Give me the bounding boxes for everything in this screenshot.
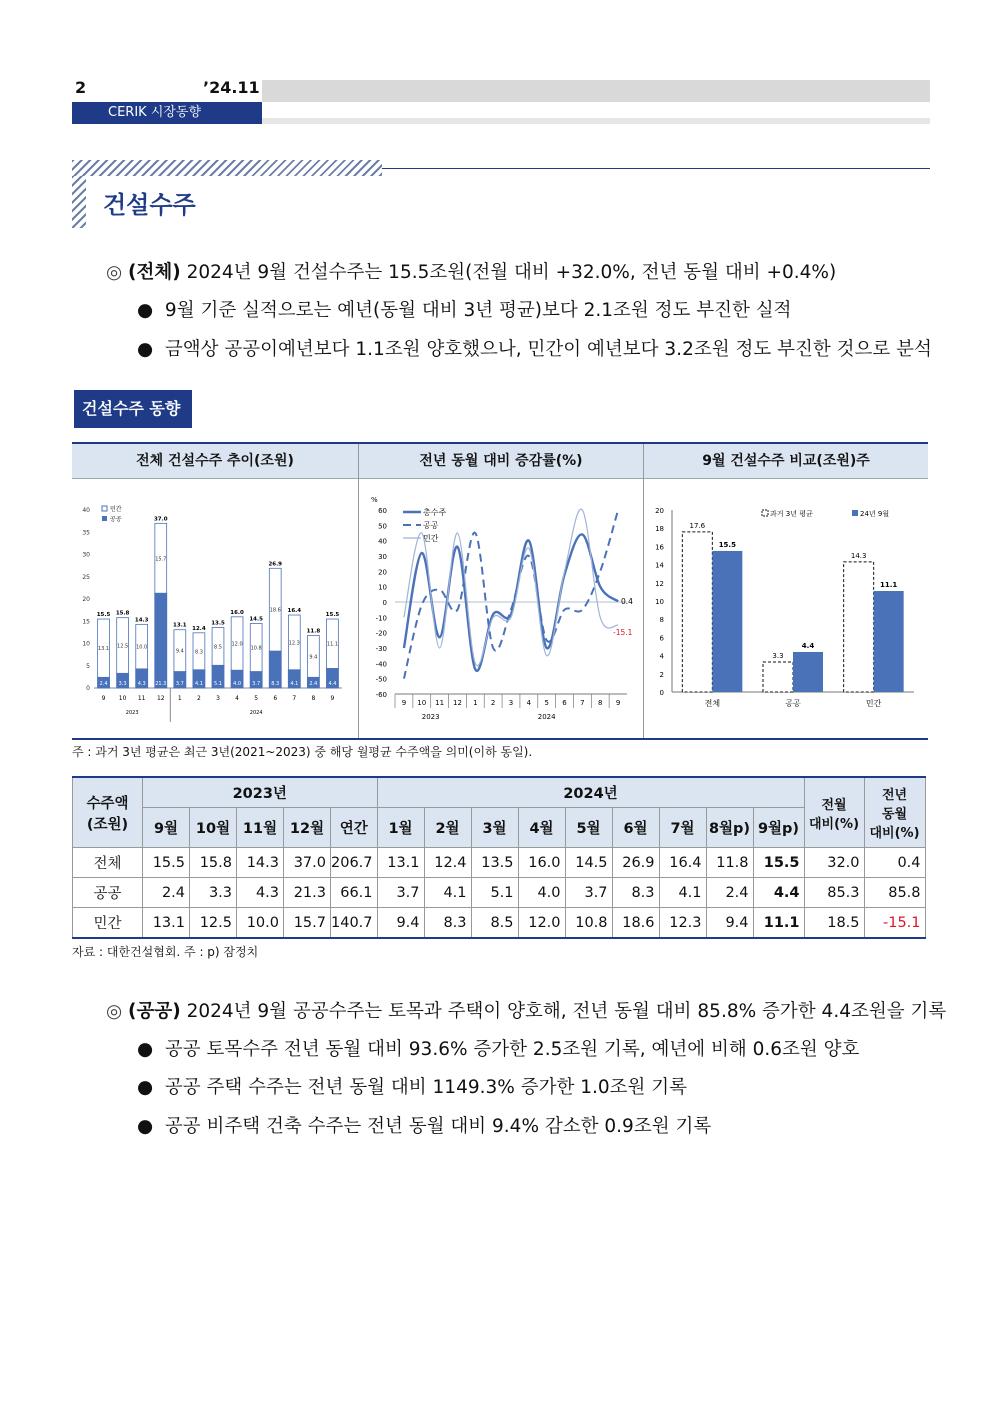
table-cell: 12.5 xyxy=(190,908,237,939)
x-tick-label: 민간 xyxy=(865,699,882,708)
table-cell: 85.3 xyxy=(804,878,864,908)
col-header: 4월 xyxy=(518,808,565,848)
bullet-text: 공공 토목수주 전년 동월 대비 93.6% 증가한 2.5조원 기록, 예년에 비해 0.6조원 양호 xyxy=(164,1039,860,1060)
y-tick-label: 18 xyxy=(655,525,664,534)
col-header: 11월 xyxy=(237,808,284,848)
y-tick-label: 0 xyxy=(382,599,387,607)
bullet-dot-icon: ● xyxy=(137,300,154,321)
x-tick-label: 11 xyxy=(137,695,146,702)
para2-lead: (공공) xyxy=(128,1001,181,1022)
table-row xyxy=(73,908,926,939)
table-cell: 3.7 xyxy=(377,878,424,908)
table-cell: 13.5 xyxy=(471,848,518,878)
table-cell: 13.1 xyxy=(143,908,190,939)
public-label: 2.4 xyxy=(309,681,318,687)
private-label: 12.3 xyxy=(288,640,300,647)
avg-value-label: 3.3 xyxy=(772,651,784,660)
public-label: 8.3 xyxy=(271,681,280,687)
public-label: 3.3 xyxy=(118,681,127,687)
total-label: 14.3 xyxy=(134,617,149,624)
total-label: 14.5 xyxy=(249,616,263,623)
y-tick-label: -30 xyxy=(375,645,387,653)
x-tick-label: 3 xyxy=(508,699,514,707)
avg-value-label: 14.3 xyxy=(850,551,867,560)
bullet-dot-icon: ● xyxy=(137,1116,154,1137)
year-label: 2023 xyxy=(421,713,440,721)
x-tick-label: 공공 xyxy=(785,699,801,708)
series-line-private xyxy=(404,509,618,666)
total-label: 15.5 xyxy=(325,612,340,619)
legend-swatch-sep xyxy=(852,510,858,516)
x-tick-label: 1 xyxy=(177,695,182,702)
table-cell: 37.0 xyxy=(284,848,331,878)
y-tick-label: 0 xyxy=(659,689,664,697)
col-header: 2월 xyxy=(424,808,471,848)
x-tick-label: 4 xyxy=(235,695,239,702)
y-tick-label: 20 xyxy=(655,507,664,515)
chart3-svg xyxy=(644,480,928,736)
x-tick-label: 2 xyxy=(197,695,201,702)
bar-public xyxy=(155,593,167,688)
y-tick-label: 5 xyxy=(86,662,90,670)
x-tick-label: 6 xyxy=(562,699,567,707)
row-label: 전체 xyxy=(73,848,143,878)
total-label: 15.8 xyxy=(115,610,130,617)
x-tick-label: 2 xyxy=(490,699,496,707)
y-tick-label: -20 xyxy=(375,629,387,638)
x-tick-label: 10 xyxy=(118,695,127,702)
para2-bullet-3 xyxy=(137,1112,711,1138)
private-label: 12.5 xyxy=(117,643,129,650)
chart1-svg xyxy=(72,480,358,736)
y-tick-label: 8 xyxy=(659,616,664,625)
total-label: 16.4 xyxy=(287,608,302,615)
private-label: 9.4 xyxy=(175,648,184,655)
public-label: 4.3 xyxy=(137,681,146,687)
para2-heading xyxy=(106,997,946,1023)
table-cell: 21.3 xyxy=(284,878,331,908)
table-cell: 4.4 xyxy=(753,878,804,908)
table-cell: 12.4 xyxy=(424,848,471,878)
y-tick-label: 60 xyxy=(378,507,387,515)
table-cell: 15.5 xyxy=(143,848,190,878)
table-cell: 15.5 xyxy=(753,848,804,878)
x-tick-label: 7 xyxy=(292,695,297,702)
legend-label: 24년 9월 xyxy=(860,510,890,518)
bullet-dot-icon: ● xyxy=(137,339,154,360)
public-label: 4.1 xyxy=(194,681,203,687)
legend-label: 과거 3년 평균 xyxy=(770,510,813,518)
box-label: 건설수주 동향 xyxy=(74,390,192,428)
table-cell: 3.7 xyxy=(565,878,612,908)
table-cell: 15.8 xyxy=(190,848,237,878)
y-tick-label: 30 xyxy=(378,553,387,561)
double-circle-icon: ◎ xyxy=(106,1001,123,1022)
table-corner: 수주액 (조원) xyxy=(73,777,143,848)
table-cell: 4.1 xyxy=(424,878,471,908)
public-label: 5.1 xyxy=(214,681,222,687)
section-rule xyxy=(382,168,930,169)
col-header: 8월p) xyxy=(706,808,753,848)
public-label: 4.4 xyxy=(328,681,337,687)
public-label: 3.7 xyxy=(175,681,184,687)
issue-date: ’24.11 xyxy=(203,78,260,97)
page-number: 2 xyxy=(75,78,87,97)
para1-bullet-1 xyxy=(137,296,792,322)
y-tick-label: -40 xyxy=(375,660,387,669)
x-tick-label: 9 xyxy=(330,695,335,702)
total-label: 13.5 xyxy=(211,620,225,627)
y-tick-label: 25 xyxy=(82,573,90,581)
chart-note: 주 : 과거 3년 평균은 최근 3년(2021~2023) 중 해당 월평균 수주액을 의미(이하 동일). xyxy=(72,745,533,759)
table-row xyxy=(73,848,926,878)
section-decoration xyxy=(72,160,382,176)
sep-value-label: 15.5 xyxy=(718,540,736,549)
sep-value-label: 11.1 xyxy=(880,580,898,589)
total-label: 26.9 xyxy=(268,561,283,568)
public-label: 3.7 xyxy=(252,681,261,687)
bar-3yr-avg xyxy=(682,532,712,692)
table-cell: 3.3 xyxy=(190,878,237,908)
bullet-text: 공공 비주택 건축 수주는 전년 동월 대비 9.4% 감소한 0.9조원 기록 xyxy=(164,1116,712,1137)
col-header: 7월 xyxy=(659,808,706,848)
legend-label: 민간 xyxy=(110,506,122,513)
para1-bullet-2 xyxy=(137,335,932,361)
legend-label: 민간 xyxy=(423,534,439,543)
total-label: 12.4 xyxy=(192,625,206,632)
year-label: 2023 xyxy=(125,710,139,716)
x-tick-label: 8 xyxy=(311,695,316,702)
private-label: 13.1 xyxy=(97,646,110,653)
y-tick-label: 2 xyxy=(659,670,664,679)
bullet-dot-icon: ● xyxy=(137,1039,154,1060)
y-tick-label: 30 xyxy=(82,551,90,559)
section-decoration-side xyxy=(72,176,86,228)
x-tick-label: 4 xyxy=(526,699,532,707)
col-header: 10월 xyxy=(190,808,237,848)
x-tick-label: 10 xyxy=(417,699,427,707)
table-cell: 2.4 xyxy=(706,878,753,908)
table-cell: 85.8 xyxy=(864,878,925,908)
y-tick-label: 10 xyxy=(378,583,387,592)
chart2-title: 전년 동월 대비 증감률(%) xyxy=(359,444,643,479)
table-cell: 206.7 xyxy=(331,848,378,878)
y-tick-label: -10 xyxy=(375,614,387,623)
bullet-text: 9월 기준 실적으로는 예년(동월 대비 3년 평균)보다 2.1조원 정도 부진한 실적 xyxy=(164,300,792,321)
table-cell: 26.9 xyxy=(612,848,659,878)
brand-label: CERIK 시장동향 xyxy=(72,102,262,124)
para2-text: 2024년 9월 공공수주는 토목과 주택이 양호해, 전년 동월 대비 85.8% 증가한 4.4조원을 기록 xyxy=(180,1001,947,1022)
year-label: 2024 xyxy=(537,713,556,721)
private-label: 12.0 xyxy=(231,641,243,648)
private-label: 10.0 xyxy=(136,644,148,651)
para1-text: 2024년 9월 건설수주는 15.5조원(전월 대비 +32.0%, 전년 동월 대비 +0.4%) xyxy=(180,262,837,283)
y-tick-label: 40 xyxy=(82,507,90,514)
bar-3yr-avg xyxy=(844,562,874,692)
col-header: 3월 xyxy=(471,808,518,848)
year-label: 2024 xyxy=(249,710,263,716)
total-label: 11.8 xyxy=(306,628,321,635)
bar-2024-sep xyxy=(793,652,823,692)
x-tick-label: 6 xyxy=(273,695,278,702)
header-mom: 전월 대비(%) xyxy=(804,777,864,848)
y-tick-label: 20 xyxy=(378,568,387,577)
x-tick-label: 8 xyxy=(597,699,603,707)
y-tick-label: 0 xyxy=(86,685,90,692)
table-cell: 8.5 xyxy=(471,908,518,939)
table-note: 자료 : 대한건설협회. 주 : p) 잠정치 xyxy=(72,945,259,959)
double-circle-icon: ◎ xyxy=(106,262,123,283)
y-tick-label: -50 xyxy=(375,675,387,684)
end-label-private: -15.1 xyxy=(613,628,633,638)
private-label: 8.5 xyxy=(214,644,222,651)
bullet-dot-icon: ● xyxy=(137,1077,154,1098)
col-header: 1월 xyxy=(377,808,424,848)
header-bar xyxy=(262,80,930,102)
table-cell: 12.0 xyxy=(518,908,565,939)
x-tick-label: 12 xyxy=(453,699,462,707)
table-cell: 5.1 xyxy=(471,878,518,908)
chart-panel xyxy=(72,442,928,740)
y-tick-label: 40 xyxy=(378,537,387,546)
table-cell: 16.0 xyxy=(518,848,565,878)
col-header: 12월 xyxy=(284,808,331,848)
private-label: 9.4 xyxy=(309,654,318,661)
public-label: 21.3 xyxy=(155,681,167,687)
x-tick-label: 5 xyxy=(544,699,549,707)
y-tick-label: 6 xyxy=(659,634,664,643)
col-header: 6월 xyxy=(612,808,659,848)
y-tick-label: 4 xyxy=(659,652,664,661)
table-cell: 11.8 xyxy=(706,848,753,878)
bar-2024-sep xyxy=(874,591,904,692)
table-cell: 2.4 xyxy=(143,878,190,908)
y-tick-label: 50 xyxy=(378,522,387,531)
y-tick-label: 16 xyxy=(655,543,664,552)
total-label: 16.0 xyxy=(230,609,244,616)
private-label: 15.7 xyxy=(155,556,167,563)
x-tick-label: 3 xyxy=(216,695,220,702)
table-cell: -15.1 xyxy=(864,908,925,939)
bar-3yr-avg xyxy=(763,662,793,692)
header-2024: 2024년 xyxy=(377,777,804,808)
y-tick-label: 35 xyxy=(82,529,90,537)
table-cell: 4.0 xyxy=(518,878,565,908)
public-label: 4.1 xyxy=(290,681,299,687)
legend-label: 총수주 xyxy=(423,508,447,517)
table-cell: 11.1 xyxy=(753,908,804,939)
chart1-title: 전체 건설수주 추이(조원) xyxy=(72,444,358,479)
public-label: 4.0 xyxy=(233,681,242,687)
y-tick-label: 10 xyxy=(82,640,90,648)
table-cell: 9.4 xyxy=(706,908,753,939)
total-label: 37.0 xyxy=(153,516,168,523)
col-header: 9월p) xyxy=(753,808,804,848)
x-tick-label: 9 xyxy=(101,695,106,702)
total-label: 15.5 xyxy=(96,612,111,619)
para2-bullet-1 xyxy=(137,1035,859,1061)
table-cell: 12.3 xyxy=(659,908,706,939)
x-tick-label: 11 xyxy=(435,699,445,707)
y-tick-label: -60 xyxy=(375,691,387,699)
table-cell: 14.3 xyxy=(237,848,284,878)
legend-swatch-public xyxy=(102,516,107,521)
table-cell: 10.8 xyxy=(565,908,612,939)
private-label: 10.8 xyxy=(250,645,262,652)
bar-2024-sep xyxy=(712,551,742,692)
private-label: 18.6 xyxy=(269,607,281,614)
table-cell: 0.4 xyxy=(864,848,925,878)
col-header: 연간 xyxy=(331,808,378,848)
y-unit-label: % xyxy=(371,496,378,504)
table-cell: 10.0 xyxy=(237,908,284,939)
table-cell: 66.1 xyxy=(331,878,378,908)
y-tick-label: 20 xyxy=(82,596,90,603)
table-cell: 18.5 xyxy=(804,908,864,939)
table-row xyxy=(73,878,926,908)
x-tick-label: 5 xyxy=(254,695,259,702)
y-tick-label: 10 xyxy=(655,598,664,606)
table-cell: 8.3 xyxy=(612,878,659,908)
bullet-text: 공공 주택 수주는 전년 동월 대비 1149.3% 증가한 1.0조원 기록 xyxy=(164,1077,688,1098)
x-tick-label: 12 xyxy=(156,695,165,702)
table-cell: 9.4 xyxy=(377,908,424,939)
orders-table xyxy=(72,776,926,939)
para1-heading xyxy=(106,258,836,284)
y-tick-label: 14 xyxy=(655,561,664,570)
table-cell: 15.7 xyxy=(284,908,331,939)
header-yoy: 전년 동월 대비(%) xyxy=(864,777,925,848)
para1-lead: (전체) xyxy=(128,262,181,283)
bullet-text: 금액상 공공이예년보다 1.1조원 양호했으나, 민간이 예년보다 3.2조원 정도 부진한 것으로 분석 xyxy=(164,339,932,360)
end-label-total: 0.4 xyxy=(621,597,633,606)
x-tick-label: 9 xyxy=(615,699,621,707)
table-cell: 32.0 xyxy=(804,848,864,878)
table-cell: 13.1 xyxy=(377,848,424,878)
private-label: 11.1 xyxy=(326,641,339,648)
col-header: 9월 xyxy=(143,808,190,848)
legend-swatch-private xyxy=(102,506,107,511)
legend-label: 공공 xyxy=(423,521,439,530)
y-tick-label: 15 xyxy=(82,618,90,626)
section-title: 건설수주 xyxy=(103,191,196,219)
sep-value-label: 4.4 xyxy=(801,641,815,650)
table-cell: 16.4 xyxy=(659,848,706,878)
series-line-total xyxy=(404,534,618,671)
row-label: 공공 xyxy=(73,878,143,908)
y-tick-label: 12 xyxy=(655,579,664,588)
header-2023: 2023년 xyxy=(143,777,378,808)
table-cell: 18.6 xyxy=(612,908,659,939)
total-label: 13.1 xyxy=(173,622,187,629)
col-header: 5월 xyxy=(565,808,612,848)
legend-label: 공공 xyxy=(110,516,122,523)
public-label: 2.4 xyxy=(99,681,108,687)
chart2-svg xyxy=(359,480,643,736)
chart3-title: 9월 건설수주 비교(조원)주 xyxy=(644,444,928,479)
x-tick-label: 1 xyxy=(473,699,478,707)
private-label: 8.3 xyxy=(194,649,203,656)
table-cell: 4.3 xyxy=(237,878,284,908)
x-tick-label: 7 xyxy=(580,699,585,707)
x-tick-label: 전체 xyxy=(704,699,721,708)
table-cell: 14.5 xyxy=(565,848,612,878)
table-cell: 8.3 xyxy=(424,908,471,939)
avg-value-label: 17.6 xyxy=(689,521,706,530)
para2-bullet-2 xyxy=(137,1073,687,1099)
x-tick-label: 9 xyxy=(401,699,407,707)
row-label: 민간 xyxy=(73,908,143,939)
table-cell: 140.7 xyxy=(331,908,378,939)
legend-swatch-avg xyxy=(762,510,768,516)
table-cell: 4.1 xyxy=(659,878,706,908)
header-underline xyxy=(262,118,930,124)
